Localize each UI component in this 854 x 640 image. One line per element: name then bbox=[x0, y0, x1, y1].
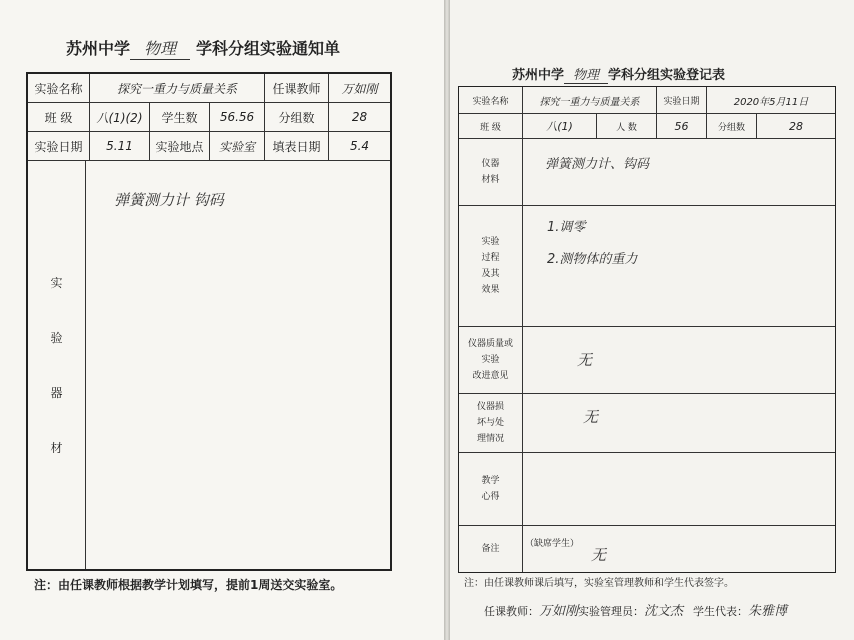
r-label-groups: 分组数 bbox=[707, 114, 757, 138]
label-date: 实验日期 bbox=[28, 132, 90, 160]
value-place: 实验室 bbox=[210, 132, 265, 160]
value-date: 5.11 bbox=[90, 132, 150, 160]
r-label-damage-3: 理情况 bbox=[476, 434, 504, 444]
r-label-absent: （缺席学生） bbox=[525, 539, 580, 549]
register-title-suffix: 学科分组实验登记表 bbox=[608, 68, 726, 83]
r-label-process-1: 实验 bbox=[481, 237, 500, 247]
value-materials: 弹簧测力计 钩码 bbox=[114, 191, 224, 209]
register-signatures bbox=[484, 600, 787, 619]
r-label-damage bbox=[459, 394, 523, 452]
value-students: 56.56 bbox=[210, 103, 265, 131]
r-value-process-2: 2.测物体的重力 bbox=[547, 252, 638, 267]
notice-subject: 物理 bbox=[130, 36, 190, 60]
register-row-process bbox=[459, 206, 835, 327]
value-groups: 28 bbox=[351, 110, 368, 124]
notice-materials-section bbox=[28, 161, 390, 569]
register-table bbox=[458, 86, 836, 573]
r-label-instruments bbox=[459, 139, 523, 205]
r-value-process-1: 1.调零 bbox=[547, 220, 586, 235]
r-value-groups: 28 bbox=[789, 119, 803, 133]
notice-row-class bbox=[28, 103, 390, 132]
notice-row-name bbox=[28, 74, 390, 103]
sig-manager: 沈文杰 bbox=[644, 604, 684, 619]
r-label-process-2: 过程 bbox=[481, 253, 500, 263]
register-row-damage bbox=[459, 394, 835, 453]
r-label-remark: 备注 bbox=[459, 526, 523, 572]
materials-label bbox=[28, 161, 86, 569]
register-row-quality bbox=[459, 327, 835, 394]
materials-label-char-4: 材 bbox=[50, 441, 63, 455]
r-experience-content bbox=[523, 453, 835, 525]
label-fill-date: 填表日期 bbox=[265, 132, 329, 160]
r-label-people: 人 数 bbox=[597, 114, 657, 138]
value-fill-date: 5.4 bbox=[349, 139, 370, 153]
value-teacher: 万如刚 bbox=[341, 81, 378, 96]
r-value-date: 2020年5月11日 bbox=[733, 96, 809, 108]
r-value-damage: 无 bbox=[583, 408, 599, 426]
register-row-name bbox=[459, 87, 835, 114]
page-fold bbox=[444, 0, 450, 640]
r-label-class: 班 级 bbox=[459, 114, 523, 138]
label-groups: 分组数 bbox=[265, 103, 329, 131]
r-label-name: 实验名称 bbox=[459, 87, 523, 113]
notice-title bbox=[66, 36, 340, 60]
r-label-quality-3: 改进意见 bbox=[472, 371, 509, 381]
label-name: 实验名称 bbox=[28, 74, 90, 102]
register-title bbox=[512, 64, 725, 84]
notice-row-date bbox=[28, 132, 390, 161]
value-class: 八(1)(2) bbox=[90, 103, 150, 131]
r-label-quality-1: 仪器质量或 bbox=[467, 339, 513, 349]
r-value-quality: 无 bbox=[577, 351, 593, 369]
r-damage-content bbox=[523, 394, 835, 452]
register-row-instruments bbox=[459, 139, 835, 206]
sig-manager-label: 实验管理员： bbox=[578, 605, 645, 618]
register-footnote: 注：由任课教师课后填写，实验室管理教师和学生代表签字。 bbox=[464, 578, 734, 589]
sig-student: 朱雅博 bbox=[748, 604, 788, 619]
sig-teacher-label: 任课教师： bbox=[484, 605, 539, 618]
r-label-experience-1: 教学 bbox=[481, 476, 500, 486]
r-label-process bbox=[459, 206, 523, 326]
r-label-experience-2: 心得 bbox=[481, 492, 500, 502]
r-label-instruments-2: 材料 bbox=[481, 175, 500, 185]
r-label-quality bbox=[459, 327, 523, 393]
materials-label-char-2: 验 bbox=[50, 331, 63, 345]
materials-content bbox=[86, 161, 390, 569]
r-quality-content bbox=[523, 327, 835, 393]
r-value-people: 56 bbox=[657, 114, 707, 138]
value-name: 探究一重力与质量关系 bbox=[90, 74, 265, 102]
sig-student-label: 学生代表： bbox=[693, 605, 749, 618]
r-label-experience bbox=[459, 453, 523, 525]
notice-footnote: 注：由任课教师根据教学计划填写，提前1周送交实验室。 bbox=[34, 578, 343, 592]
materials-label-char-3: 器 bbox=[50, 386, 63, 400]
label-teacher: 任课教师 bbox=[265, 74, 329, 102]
r-label-damage-1: 仪器损 bbox=[476, 402, 504, 412]
r-label-damage-2: 坏与处 bbox=[476, 418, 504, 428]
r-label-process-4: 效果 bbox=[481, 285, 500, 295]
register-row-remark bbox=[459, 526, 835, 572]
register-row-experience bbox=[459, 453, 835, 526]
label-class: 班 级 bbox=[28, 103, 90, 131]
register-subject: 物理 bbox=[564, 64, 608, 84]
notice-title-prefix: 苏州中学 bbox=[66, 39, 131, 58]
register-title-prefix: 苏州中学 bbox=[512, 68, 565, 83]
r-process-content bbox=[523, 206, 835, 326]
r-value-class: 八(1) bbox=[523, 114, 597, 138]
label-place: 实验地点 bbox=[150, 132, 210, 160]
r-label-process-3: 及其 bbox=[481, 269, 500, 279]
r-label-instruments-1: 仪器 bbox=[481, 159, 500, 169]
notice-title-suffix: 学科分组实验通知单 bbox=[196, 39, 341, 58]
r-label-date: 实验日期 bbox=[657, 87, 707, 113]
r-remark-content bbox=[523, 526, 835, 572]
notice-table bbox=[26, 72, 392, 571]
r-value-name: 探究一重力与质量关系 bbox=[523, 87, 657, 113]
materials-label-char-1: 实 bbox=[50, 276, 63, 290]
sig-teacher: 万如刚 bbox=[539, 604, 579, 619]
r-label-quality-2: 实验 bbox=[481, 355, 500, 365]
r-value-instruments: 弹簧测力计、钩码 bbox=[545, 157, 650, 172]
label-students: 学生数 bbox=[150, 103, 210, 131]
r-instruments-content bbox=[523, 139, 835, 205]
register-row-class bbox=[459, 114, 835, 139]
r-value-remark: 无 bbox=[591, 546, 607, 564]
